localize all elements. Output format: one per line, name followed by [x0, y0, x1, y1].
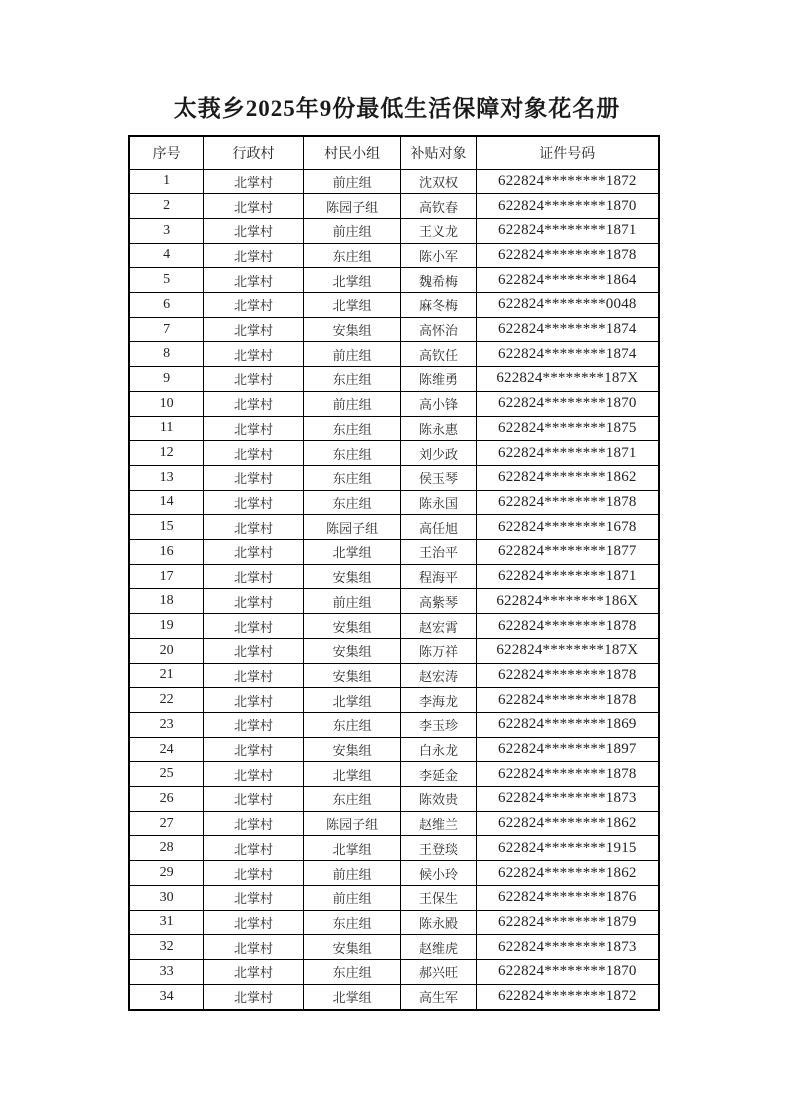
cell-person: 赵宏涛 [401, 663, 476, 688]
cell-group: 北掌组 [303, 836, 401, 861]
cell-seq: 22 [129, 688, 204, 713]
table-row [129, 490, 659, 515]
table-row [129, 885, 659, 910]
column-header-seq: 序号 [129, 136, 204, 169]
cell-seq: 31 [129, 910, 204, 935]
cell-seq: 18 [129, 589, 204, 614]
cell-person: 高紫琴 [401, 589, 476, 614]
cell-id-number: 622824********1872 [476, 169, 659, 194]
cell-group: 陈园子组 [303, 194, 401, 219]
cell-village: 北掌村 [204, 317, 304, 342]
cell-id-number: 622824********187X [476, 367, 659, 392]
cell-village: 北掌村 [204, 712, 304, 737]
cell-id-number: 622824********1872 [476, 984, 659, 1010]
cell-person: 王保生 [401, 885, 476, 910]
cell-seq: 7 [129, 317, 204, 342]
cell-person: 高怀治 [401, 317, 476, 342]
cell-id-number: 622824********1915 [476, 836, 659, 861]
cell-village: 北掌村 [204, 342, 304, 367]
cell-person: 白永龙 [401, 737, 476, 762]
cell-person: 魏希梅 [401, 268, 476, 293]
cell-person: 陈小军 [401, 243, 476, 268]
cell-village: 北掌村 [204, 836, 304, 861]
cell-id-number: 622824********1873 [476, 935, 659, 960]
table-row [129, 194, 659, 219]
table-row [129, 515, 659, 540]
table-row [129, 268, 659, 293]
cell-group: 东庄组 [303, 787, 401, 812]
cell-person: 高钦春 [401, 194, 476, 219]
cell-id-number: 622824********1678 [476, 515, 659, 540]
cell-person: 郝兴旺 [401, 960, 476, 985]
cell-person: 陈永国 [401, 490, 476, 515]
cell-person: 沈双权 [401, 169, 476, 194]
cell-group: 安集组 [303, 614, 401, 639]
cell-village: 北掌村 [204, 293, 304, 318]
cell-id-number: 622824********187X [476, 638, 659, 663]
cell-id-number: 622824********1870 [476, 960, 659, 985]
cell-village: 北掌村 [204, 564, 304, 589]
cell-person: 高任旭 [401, 515, 476, 540]
cell-village: 北掌村 [204, 268, 304, 293]
cell-seq: 29 [129, 861, 204, 886]
cell-group: 东庄组 [303, 910, 401, 935]
table-row [129, 960, 659, 985]
cell-person: 刘少政 [401, 441, 476, 466]
cell-village: 北掌村 [204, 490, 304, 515]
cell-person: 李玉珍 [401, 712, 476, 737]
cell-group: 东庄组 [303, 490, 401, 515]
cell-group: 东庄组 [303, 367, 401, 392]
cell-seq: 14 [129, 490, 204, 515]
cell-seq: 32 [129, 935, 204, 960]
cell-id-number: 622824********1871 [476, 218, 659, 243]
cell-seq: 23 [129, 712, 204, 737]
cell-group: 前庄组 [303, 589, 401, 614]
cell-group: 前庄组 [303, 218, 401, 243]
cell-person: 高生军 [401, 984, 476, 1010]
table-row [129, 762, 659, 787]
cell-group: 东庄组 [303, 712, 401, 737]
table-row [129, 811, 659, 836]
cell-seq: 9 [129, 367, 204, 392]
cell-seq: 2 [129, 194, 204, 219]
cell-seq: 33 [129, 960, 204, 985]
cell-id-number: 622824********1870 [476, 194, 659, 219]
document-title: 太莪乡2025年9份最低生活保障对象花名册 [173, 96, 621, 121]
table-row [129, 984, 659, 1010]
cell-person: 赵维兰 [401, 811, 476, 836]
table-row [129, 218, 659, 243]
cell-id-number: 622824********1873 [476, 787, 659, 812]
table-row [129, 836, 659, 861]
cell-seq: 13 [129, 465, 204, 490]
cell-person: 陈永惠 [401, 416, 476, 441]
cell-id-number: 622824********1876 [476, 885, 659, 910]
cell-person: 赵宏霄 [401, 614, 476, 639]
cell-seq: 20 [129, 638, 204, 663]
table-row [129, 540, 659, 565]
cell-group: 前庄组 [303, 885, 401, 910]
cell-id-number: 622824********1869 [476, 712, 659, 737]
cell-village: 北掌村 [204, 885, 304, 910]
table-row [129, 293, 659, 318]
cell-village: 北掌村 [204, 737, 304, 762]
cell-village: 北掌村 [204, 441, 304, 466]
cell-seq: 27 [129, 811, 204, 836]
cell-id-number: 622824********1862 [476, 861, 659, 886]
cell-seq: 21 [129, 663, 204, 688]
table-row [129, 861, 659, 886]
cell-id-number: 622824********1862 [476, 465, 659, 490]
cell-person: 侯玉琴 [401, 465, 476, 490]
cell-id-number: 622824********1874 [476, 317, 659, 342]
cell-village: 北掌村 [204, 787, 304, 812]
cell-seq: 10 [129, 391, 204, 416]
column-header-village: 行政村 [204, 136, 304, 169]
cell-seq: 17 [129, 564, 204, 589]
cell-group: 安集组 [303, 663, 401, 688]
cell-village: 北掌村 [204, 688, 304, 713]
cell-id-number: 622824********1871 [476, 564, 659, 589]
cell-seq: 8 [129, 342, 204, 367]
cell-seq: 11 [129, 416, 204, 441]
cell-person: 王义龙 [401, 218, 476, 243]
cell-group: 安集组 [303, 935, 401, 960]
cell-village: 北掌村 [204, 169, 304, 194]
cell-id-number: 622824********1875 [476, 416, 659, 441]
table-row [129, 688, 659, 713]
cell-group: 前庄组 [303, 861, 401, 886]
cell-group: 北掌组 [303, 762, 401, 787]
cell-group: 安集组 [303, 737, 401, 762]
table-row [129, 564, 659, 589]
cell-group: 东庄组 [303, 465, 401, 490]
cell-person: 陈永殿 [401, 910, 476, 935]
table-row [129, 638, 659, 663]
cell-village: 北掌村 [204, 762, 304, 787]
cell-person: 陈维勇 [401, 367, 476, 392]
table-row [129, 367, 659, 392]
cell-group: 前庄组 [303, 342, 401, 367]
cell-village: 北掌村 [204, 811, 304, 836]
cell-village: 北掌村 [204, 935, 304, 960]
cell-village: 北掌村 [204, 984, 304, 1010]
cell-village: 北掌村 [204, 218, 304, 243]
cell-id-number: 622824********1878 [476, 243, 659, 268]
cell-group: 安集组 [303, 638, 401, 663]
column-header-group: 村民小组 [303, 136, 401, 169]
cell-person: 高钦任 [401, 342, 476, 367]
table-body [129, 169, 659, 1010]
cell-seq: 4 [129, 243, 204, 268]
column-header-person: 补贴对象 [401, 136, 476, 169]
cell-village: 北掌村 [204, 861, 304, 886]
cell-group: 东庄组 [303, 960, 401, 985]
cell-group: 前庄组 [303, 169, 401, 194]
table-row [129, 589, 659, 614]
cell-seq: 28 [129, 836, 204, 861]
cell-group: 北掌组 [303, 540, 401, 565]
cell-id-number: 622824********1879 [476, 910, 659, 935]
table-row [129, 243, 659, 268]
cell-village: 北掌村 [204, 960, 304, 985]
cell-village: 北掌村 [204, 614, 304, 639]
cell-id-number: 622824********1878 [476, 762, 659, 787]
table-row [129, 169, 659, 194]
cell-seq: 15 [129, 515, 204, 540]
cell-seq: 30 [129, 885, 204, 910]
table-row [129, 910, 659, 935]
cell-village: 北掌村 [204, 663, 304, 688]
table-header-row [129, 136, 659, 169]
column-header-id-number: 证件号码 [476, 136, 659, 169]
table-row [129, 342, 659, 367]
cell-id-number: 622824********186X [476, 589, 659, 614]
cell-village: 北掌村 [204, 910, 304, 935]
table-row [129, 391, 659, 416]
cell-seq: 34 [129, 984, 204, 1010]
cell-person: 陈万祥 [401, 638, 476, 663]
cell-person: 高小锋 [401, 391, 476, 416]
cell-group: 北掌组 [303, 293, 401, 318]
table-row [129, 614, 659, 639]
cell-group: 东庄组 [303, 416, 401, 441]
cell-village: 北掌村 [204, 515, 304, 540]
cell-seq: 24 [129, 737, 204, 762]
cell-person: 候小玲 [401, 861, 476, 886]
cell-group: 前庄组 [303, 391, 401, 416]
cell-seq: 26 [129, 787, 204, 812]
cell-id-number: 622824********0048 [476, 293, 659, 318]
cell-village: 北掌村 [204, 243, 304, 268]
cell-village: 北掌村 [204, 367, 304, 392]
cell-seq: 1 [129, 169, 204, 194]
cell-id-number: 622824********1878 [476, 663, 659, 688]
cell-group: 东庄组 [303, 441, 401, 466]
cell-person: 王治平 [401, 540, 476, 565]
cell-id-number: 622824********1878 [476, 614, 659, 639]
cell-group: 陈园子组 [303, 811, 401, 836]
cell-village: 北掌村 [204, 391, 304, 416]
table-row [129, 787, 659, 812]
cell-id-number: 622824********1878 [476, 490, 659, 515]
cell-id-number: 622824********1874 [476, 342, 659, 367]
cell-group: 陈园子组 [303, 515, 401, 540]
table-row [129, 441, 659, 466]
roster-table [128, 135, 660, 1011]
table-row [129, 465, 659, 490]
cell-seq: 16 [129, 540, 204, 565]
cell-group: 东庄组 [303, 243, 401, 268]
cell-group: 安集组 [303, 317, 401, 342]
cell-village: 北掌村 [204, 540, 304, 565]
cell-id-number: 622824********1864 [476, 268, 659, 293]
cell-group: 北掌组 [303, 688, 401, 713]
cell-person: 王登琰 [401, 836, 476, 861]
cell-seq: 5 [129, 268, 204, 293]
cell-id-number: 622824********1862 [476, 811, 659, 836]
cell-id-number: 622824********1897 [476, 737, 659, 762]
cell-person: 陈效贵 [401, 787, 476, 812]
cell-group: 安集组 [303, 564, 401, 589]
cell-group: 北掌组 [303, 268, 401, 293]
cell-id-number: 622824********1870 [476, 391, 659, 416]
cell-village: 北掌村 [204, 638, 304, 663]
cell-seq: 25 [129, 762, 204, 787]
cell-village: 北掌村 [204, 416, 304, 441]
table-row [129, 737, 659, 762]
cell-id-number: 622824********1878 [476, 688, 659, 713]
cell-group: 北掌组 [303, 984, 401, 1010]
cell-person: 李延金 [401, 762, 476, 787]
cell-person: 麻冬梅 [401, 293, 476, 318]
cell-id-number: 622824********1877 [476, 540, 659, 565]
table-row [129, 317, 659, 342]
table-row [129, 663, 659, 688]
cell-seq: 3 [129, 218, 204, 243]
cell-person: 赵维虎 [401, 935, 476, 960]
cell-village: 北掌村 [204, 589, 304, 614]
cell-id-number: 622824********1871 [476, 441, 659, 466]
cell-seq: 12 [129, 441, 204, 466]
cell-seq: 6 [129, 293, 204, 318]
table-row [129, 712, 659, 737]
cell-seq: 19 [129, 614, 204, 639]
cell-person: 程海平 [401, 564, 476, 589]
table-row [129, 935, 659, 960]
cell-village: 北掌村 [204, 465, 304, 490]
cell-village: 北掌村 [204, 194, 304, 219]
table-row [129, 416, 659, 441]
cell-person: 李海龙 [401, 688, 476, 713]
